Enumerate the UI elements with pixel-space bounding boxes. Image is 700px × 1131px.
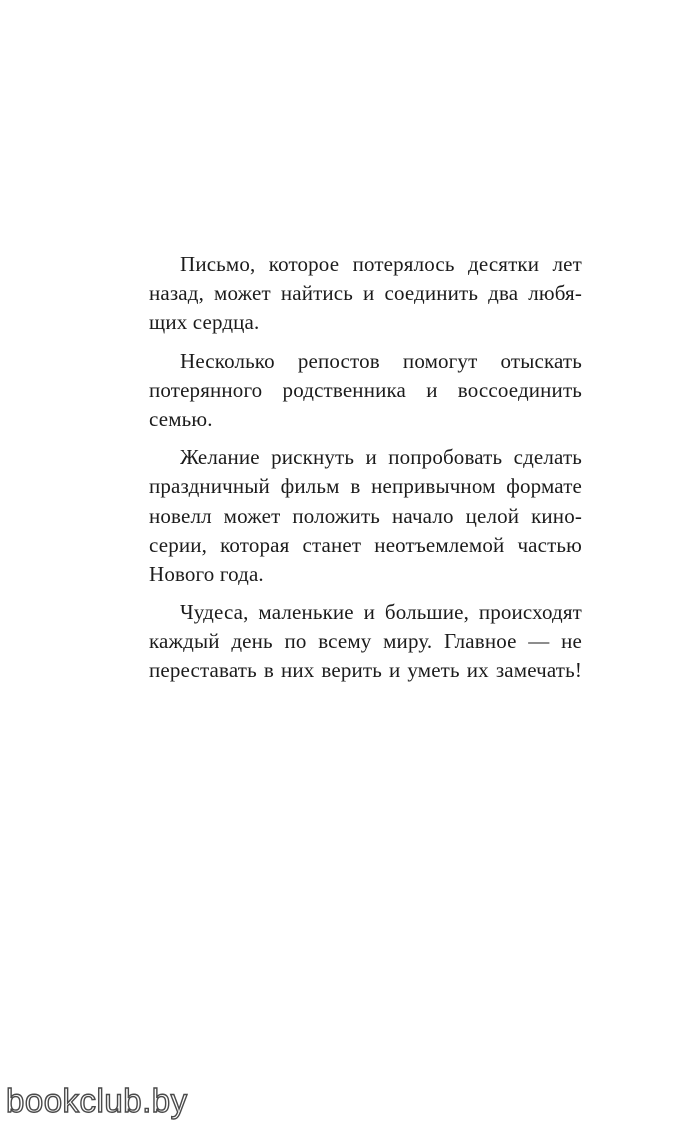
paragraph-3 <box>149 443 582 589</box>
text-line: Чудеса, маленькие и большие, происходят <box>180 600 582 625</box>
text-line: праздничный фильм в непривычном формате <box>149 474 582 499</box>
watermark: bookclub.by <box>6 1082 188 1119</box>
paragraph-2 <box>149 347 582 435</box>
text-line: щих сердца. <box>149 310 260 335</box>
text-line: каждый день по всему миру. Главное — не <box>149 629 582 654</box>
text-line: потерянного родственника и воссоединить <box>149 377 582 402</box>
text-line: семью. <box>149 406 213 431</box>
text-line: новелл может положить начало целой кино- <box>149 503 582 528</box>
text-line: Письмо, которое потерялось десятки лет <box>180 252 582 276</box>
paragraph-1 <box>149 250 582 338</box>
text-line: переставать в них верить и уметь их замечать! <box>149 658 582 683</box>
body-text <box>149 250 582 695</box>
text-line: Несколько репостов помогут отыскать <box>180 348 582 373</box>
text-line: назад, может найтись и соединить два любя- <box>149 281 582 306</box>
text-line: серии, которая станет неотъемлемой частью <box>149 532 582 557</box>
paragraph-4 <box>149 598 582 686</box>
text-line: Нового года. <box>149 561 264 586</box>
text-line: Желание рискнуть и попробовать сделать <box>180 445 582 470</box>
